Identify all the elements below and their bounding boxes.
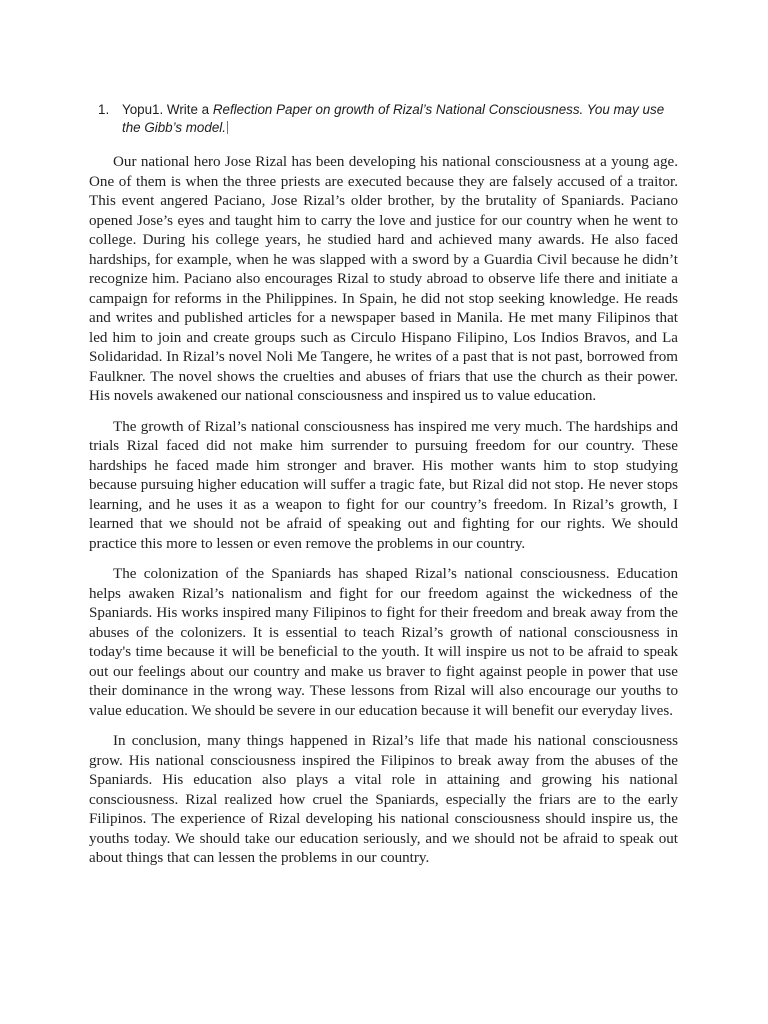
text-cursor: [227, 121, 228, 134]
question-text: [122, 101, 678, 137]
reflection-paper-body: [89, 153, 678, 880]
paragraph-2: The growth of Rizal’s national consciousness has inspired me very much. The hardships and trials Rizal faced did not make him surrender to pursuing freedom for our country. These hardships he faced made him stronger and braver. His mother wants him to stop studying because pursuing higher education will suffer a tragic fate, but Rizal did not stop. He never stops learning, and he uses it as a weapon to fight for our country’s freedom. In Rizal’s growth, I learned that we should not be afraid of speaking out and fighting for our rights. We should practice this more to lessen or even remove the problems in our country.: [89, 418, 678, 552]
paragraph-1: Our national hero Jose Rizal has been developing his national consciousness at a young age. One of them is when the three priests are executed because they are falsely accused of a traitor. This event angered Paciano, Jose Rizal’s older brother, by the brutality of Spaniards. Paciano opened Jose’s eyes and taught him to carry the love and justice for our country when he went to college. During his college years, he studied hard and achieved many awards. He also faced hardships, for example, when he was slapped with a sword by a Guardia Civil because he didn’t recognize him. Paciano also encourages Rizal to study abroad to observe life there and initiate a campaign for reforms in the Philippines. In Spain, he did not stop seeking knowledge. He reads and writes and published articles for a newspaper based in Manila. He met many Filipinos that led him to join and create groups such as Circulo Hispano Filipino, Los Indios Bravos, and La Solidaridad. In Rizal’s novel Noli Me Tangere, he writes of a past that is not past, borrowed from Faulkner. The novel shows the cruelties and abuses of friars that use the church as their power. His novels awakened our national consciousness and inspired us to value education.: [89, 154, 678, 404]
paragraph-3: The colonization of the Spaniards has shaped Rizal’s national consciousness. Education helps awaken Rizal’s nationalism and fight for our freedom against the wickedness of the Spaniards. His works inspired many Filipinos to fight for their freedom and break away from the abuses of the colonizers. It is essential to teach Rizal’s growth of national consciousness in today's time because it will be beneficial to the youth. It will inspire us not to be afraid to speak out our feelings about our country and make us braver to fight against people in power that use their dominance in the wrong way. These lessons from Rizal will also encourage our youths to value education. We should be severe in our education because it will benefit our everyday lives.: [89, 566, 678, 719]
question-number: 1.: [98, 102, 110, 117]
question-italic-text: Reflection Paper on growth of Rizal’s National Consciousness. You may use the Gibb’s model.: [122, 102, 665, 135]
paragraph-4: In conclusion, many things happened in Rizal’s life that made his national consciousness grow. His national consciousness inspired the Filipinos to break away from the abuses of the Spaniards. His education also plays a vital role in attaining and growing his national consciousness. Rizal realized how cruel the Spaniards, especially the friars are to the early Filipinos. The experience of Rizal developing his national consciousness should inspire us, the youths today. We should take our education seriously, and we should not be afraid to speak out about things that can lessen the problems in our country.: [89, 733, 678, 866]
assignment-question: [98, 101, 678, 137]
question-prefix: Yopu1. Write a: [122, 102, 213, 117]
